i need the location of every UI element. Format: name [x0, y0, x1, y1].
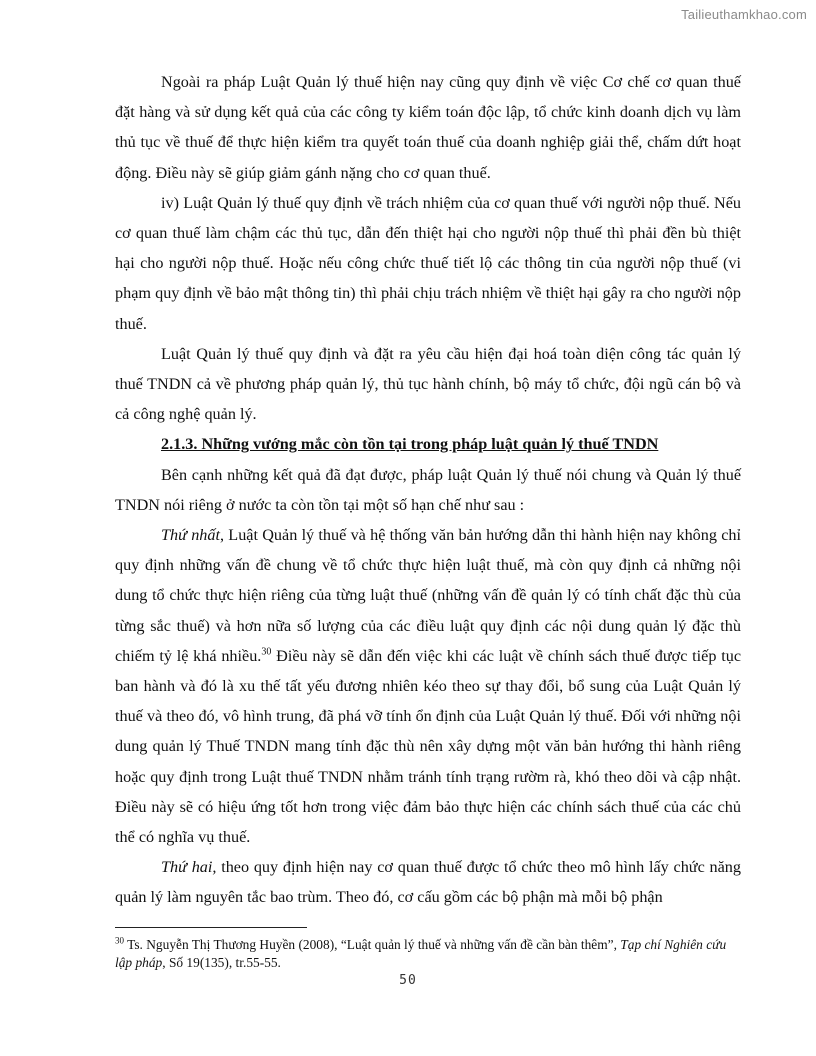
- paragraph: Bên cạnh những kết quả đã đạt được, pháp luật Quản lý thuế nói chung và Quản lý thuế TNDN nói riêng ở nước ta còn tồn tại một số hạn chế như sau :: [115, 465, 741, 514]
- paragraph: [115, 520, 741, 852]
- paragraph-text: , Luật Quản lý thuế và hệ thống văn bản hướng dẫn thi hành hiện nay không chỉ quy định những vấn đề chung về tổ chức thực hiện luật thuế, mà còn quy định cả những nội dung tổ chức thực hiện riêng của từng luật thuế (những vấn đề quản lý có tính chất đặc thù của từng sắc thuế) và hơn nữa số lượng của các điều luật quy định các nội dung quản lý đặc thù chiếm tỷ lệ khá nhiều.: [115, 526, 741, 665]
- footnote-text: , Số 19(135), tr.55-55.: [162, 955, 281, 970]
- watermark: Tailieuthamkhao.com: [681, 7, 807, 22]
- page-body: [115, 67, 741, 913]
- footnote-text: Ts. Nguyễn Thị Thương Huyền (2008), “Luật quản lý thuế và những vấn đề cần bàn thêm”,: [124, 937, 621, 952]
- paragraph-lead: Thứ hai,: [161, 858, 217, 877]
- section-heading: 2.1.3. Những vướng mắc còn tồn tại trong pháp luật quản lý thuế TNDN: [161, 435, 659, 454]
- footnote-journal: Tạp chí Nghiên cứu lập pháp: [115, 937, 727, 970]
- paragraph-lead: Thứ nhất: [161, 526, 220, 545]
- paragraph: iv) Luật Quản lý thuế quy định về trách nhiệm của cơ quan thuế với người nộp thuế. Nếu cơ quan thuế làm chậm các thủ tục, dẫn đến thiệt hại cho người nộp thuế thì phải đền bù thiệt hại cho người nộp thuế. Hoặc nếu công chức thuế tiết lộ các thông tin của người nộp thuế (vi phạm quy định về bảo mật thông tin) thì phải chịu trách nhiệm về thiệt hại gây ra cho người nộp thuế.: [115, 193, 741, 333]
- paragraph: Ngoài ra pháp Luật Quản lý thuế hiện nay cũng quy định về việc Cơ chế cơ quan thuế đặt hàng và sử dụng kết quả của các công ty kiểm toán độc lập, tổ chức kinh doanh dịch vụ làm thủ tục về thuế để thực hiện kiểm tra quyết toán thuế của doanh nghiệp giải thể, chấm dứt hoạt động. Điều này sẽ giúp giảm gánh nặng cho cơ quan thuế.: [115, 73, 741, 182]
- paragraph: [115, 852, 741, 912]
- footnote-reference: 30: [261, 646, 272, 658]
- footnote-number: 30: [115, 935, 124, 946]
- paragraph-text: theo quy định hiện nay cơ quan thuế được tổ chức theo mô hình lấy chức năng quản lý làm nguyên tắc bao trùm. Theo đó, cơ cấu gồm các bộ phận mà mỗi bộ phận: [115, 858, 741, 907]
- paragraph: Luật Quản lý thuế quy định và đặt ra yêu cầu hiện đại hoá toàn diện công tác quản lý thuế TNDN cả về phương pháp quản lý, thủ tục hành chính, bộ máy tổ chức, đội ngũ cán bộ và cả công nghệ quản lý.: [115, 344, 741, 424]
- paragraph-text: Điều này sẽ dẫn đến việc khi các luật về chính sách thuế được tiếp tục ban hành và đó là xu thế tất yếu đương nhiên kéo theo sự thay đổi, bổ sung của Luật Quản lý thuế và theo đó, vô hình trung, đã phá vỡ tính ổn định của Luật Quản lý thuế. Đối với những nội dung quản lý Thuế TNDN mang tính đặc thù nên xây dựng một văn bản hướng thi hành riêng hoặc quy định trong Luật thuế TNDN nhằm tránh tính trạng rườm rà, khó theo dõi và cập nhật. Điều này sẽ có hiệu ứng tốt hơn trong việc đảm bảo thực hiện các chính sách thuế của các chủ thể có nghĩa vụ thuế.: [115, 646, 741, 847]
- page-number: 50: [399, 973, 417, 988]
- footnote: [115, 936, 741, 972]
- footnote-divider: [115, 927, 307, 928]
